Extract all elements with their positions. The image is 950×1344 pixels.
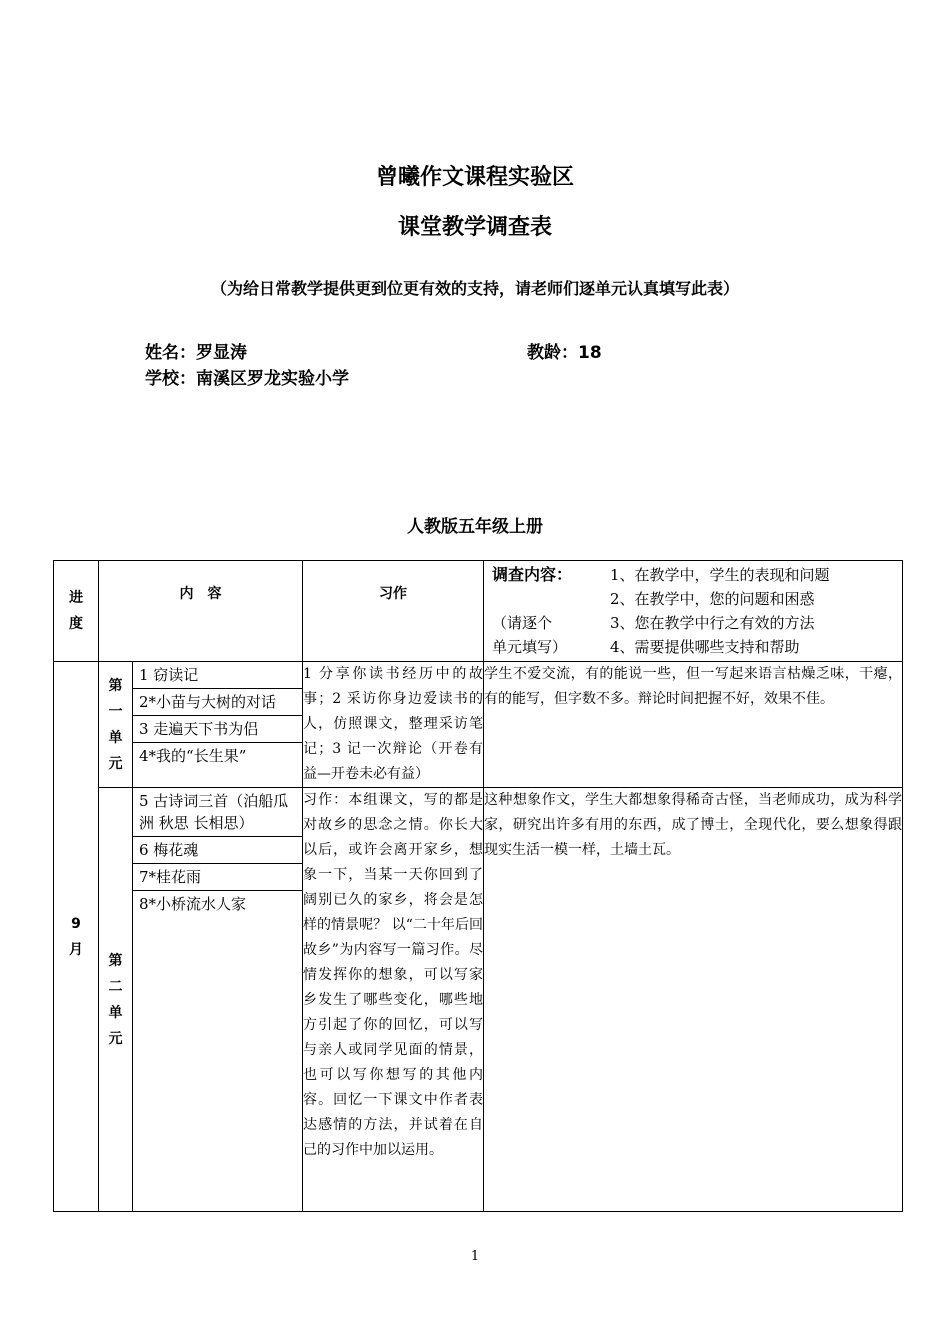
school-label: 学校： xyxy=(145,369,196,389)
lesson-item: 6 梅花魂 xyxy=(133,837,302,864)
teacher-feedback: 这种想象作文，学生大都想象得稀奇古怪，当老师成功，成为科学家，研究出许多有用的东西，成了博士，全现代化，要么想象得跟现实生活一模一样，土墙土瓦。 xyxy=(484,788,903,1212)
unit-name: 第一单元 xyxy=(108,677,123,772)
document-note: （为给日常教学提供更到位更有效的支持，请老师们逐单元认真填写此表） xyxy=(210,279,739,298)
unit-row xyxy=(54,788,903,1212)
teaching-years-row xyxy=(527,338,602,363)
teaching-years-label: 教龄： xyxy=(527,343,578,363)
lesson-list xyxy=(133,788,303,1212)
writing-header: 习作 xyxy=(303,561,484,662)
teacher-feedback: 学生不爱交流，有的能说一些，但一写起来语言枯燥乏味，干瘪，有的能写，但字数不多。辩论时间把握不好，效果不佳。 xyxy=(484,662,903,788)
lesson-item: 3 走遍天下书为侣 xyxy=(133,716,302,743)
unit-name-cell xyxy=(99,788,133,1212)
survey-item: 4、需要提供哪些支持和帮助 xyxy=(610,638,800,656)
month-label: 9月 xyxy=(69,915,83,958)
header-row xyxy=(54,561,903,662)
survey-item: 1、在教学中，学生的表现和问题 xyxy=(610,566,830,584)
lesson-item: 2*小苗与大树的对话 xyxy=(133,689,302,716)
textbook-edition: 人教版五年级上册 xyxy=(407,517,543,537)
document-title: 曾曦作文课程实验区 xyxy=(375,164,574,190)
survey-note-1: （请逐个 xyxy=(492,614,553,632)
teacher-name: 罗显涛 xyxy=(196,343,247,363)
writing-task: 1 分享你读书经历中的故事；2 采访你身边爱读书的人，仿照课文，整理采访笔记；3 记一次辩论（开卷有益—开卷未必有益） xyxy=(303,662,484,788)
school-name: 南溪区罗龙实验小学 xyxy=(196,369,349,389)
teaching-years: 18 xyxy=(578,343,602,363)
writing-task: 习作：本组课文，写的都是对故乡的思念之情。你长大以后，或许会离开家乡，想象一下，当某一天你回到了阔别已久的家乡，将会是怎样的情景呢？ 以“二十年后回故乡”为内容写一篇习作。尽情发挥你的想象，可以写家乡发生了哪些变化，哪些地方引起了你的回忆，可以写与亲人或同学见面的情景，也可以写你想写的其他内容。回忆一下课文中作者表达感情的方法，并试着在自己的习作中加以运用。 xyxy=(303,788,484,1212)
lesson-item: 1 窃读记 xyxy=(133,662,302,689)
survey-item: 3、您在教学中行之有效的方法 xyxy=(610,614,815,632)
survey-header xyxy=(484,561,903,662)
teacher-name-row xyxy=(145,338,247,363)
progress-header: 进度 xyxy=(54,561,99,662)
unit-name-cell xyxy=(99,662,133,788)
survey-label: 调查内容： xyxy=(492,565,573,584)
survey-note-2: 单元填写） xyxy=(492,638,568,656)
lesson-item: 8*小桥流水人家 xyxy=(139,895,247,913)
unit-row xyxy=(54,662,903,788)
page-number: 1 xyxy=(470,1249,480,1264)
lesson-item: 7*桂花雨 xyxy=(133,864,302,891)
teacher-name-label: 姓名： xyxy=(145,343,196,363)
lesson-item: 4*我的“长生果” xyxy=(139,747,247,765)
school-row xyxy=(145,364,349,389)
lesson-list xyxy=(133,662,303,788)
document-subtitle: 课堂教学调查表 xyxy=(397,214,552,240)
lesson-item: 5 古诗词三首（泊船瓜洲 秋思 长相思） xyxy=(133,788,302,837)
content-header: 内 容 xyxy=(99,561,303,662)
unit-name: 第二单元 xyxy=(108,952,123,1047)
survey-table xyxy=(53,560,903,1212)
month-cell xyxy=(54,662,99,1212)
survey-item: 2、在教学中，您的问题和困惑 xyxy=(610,590,815,608)
